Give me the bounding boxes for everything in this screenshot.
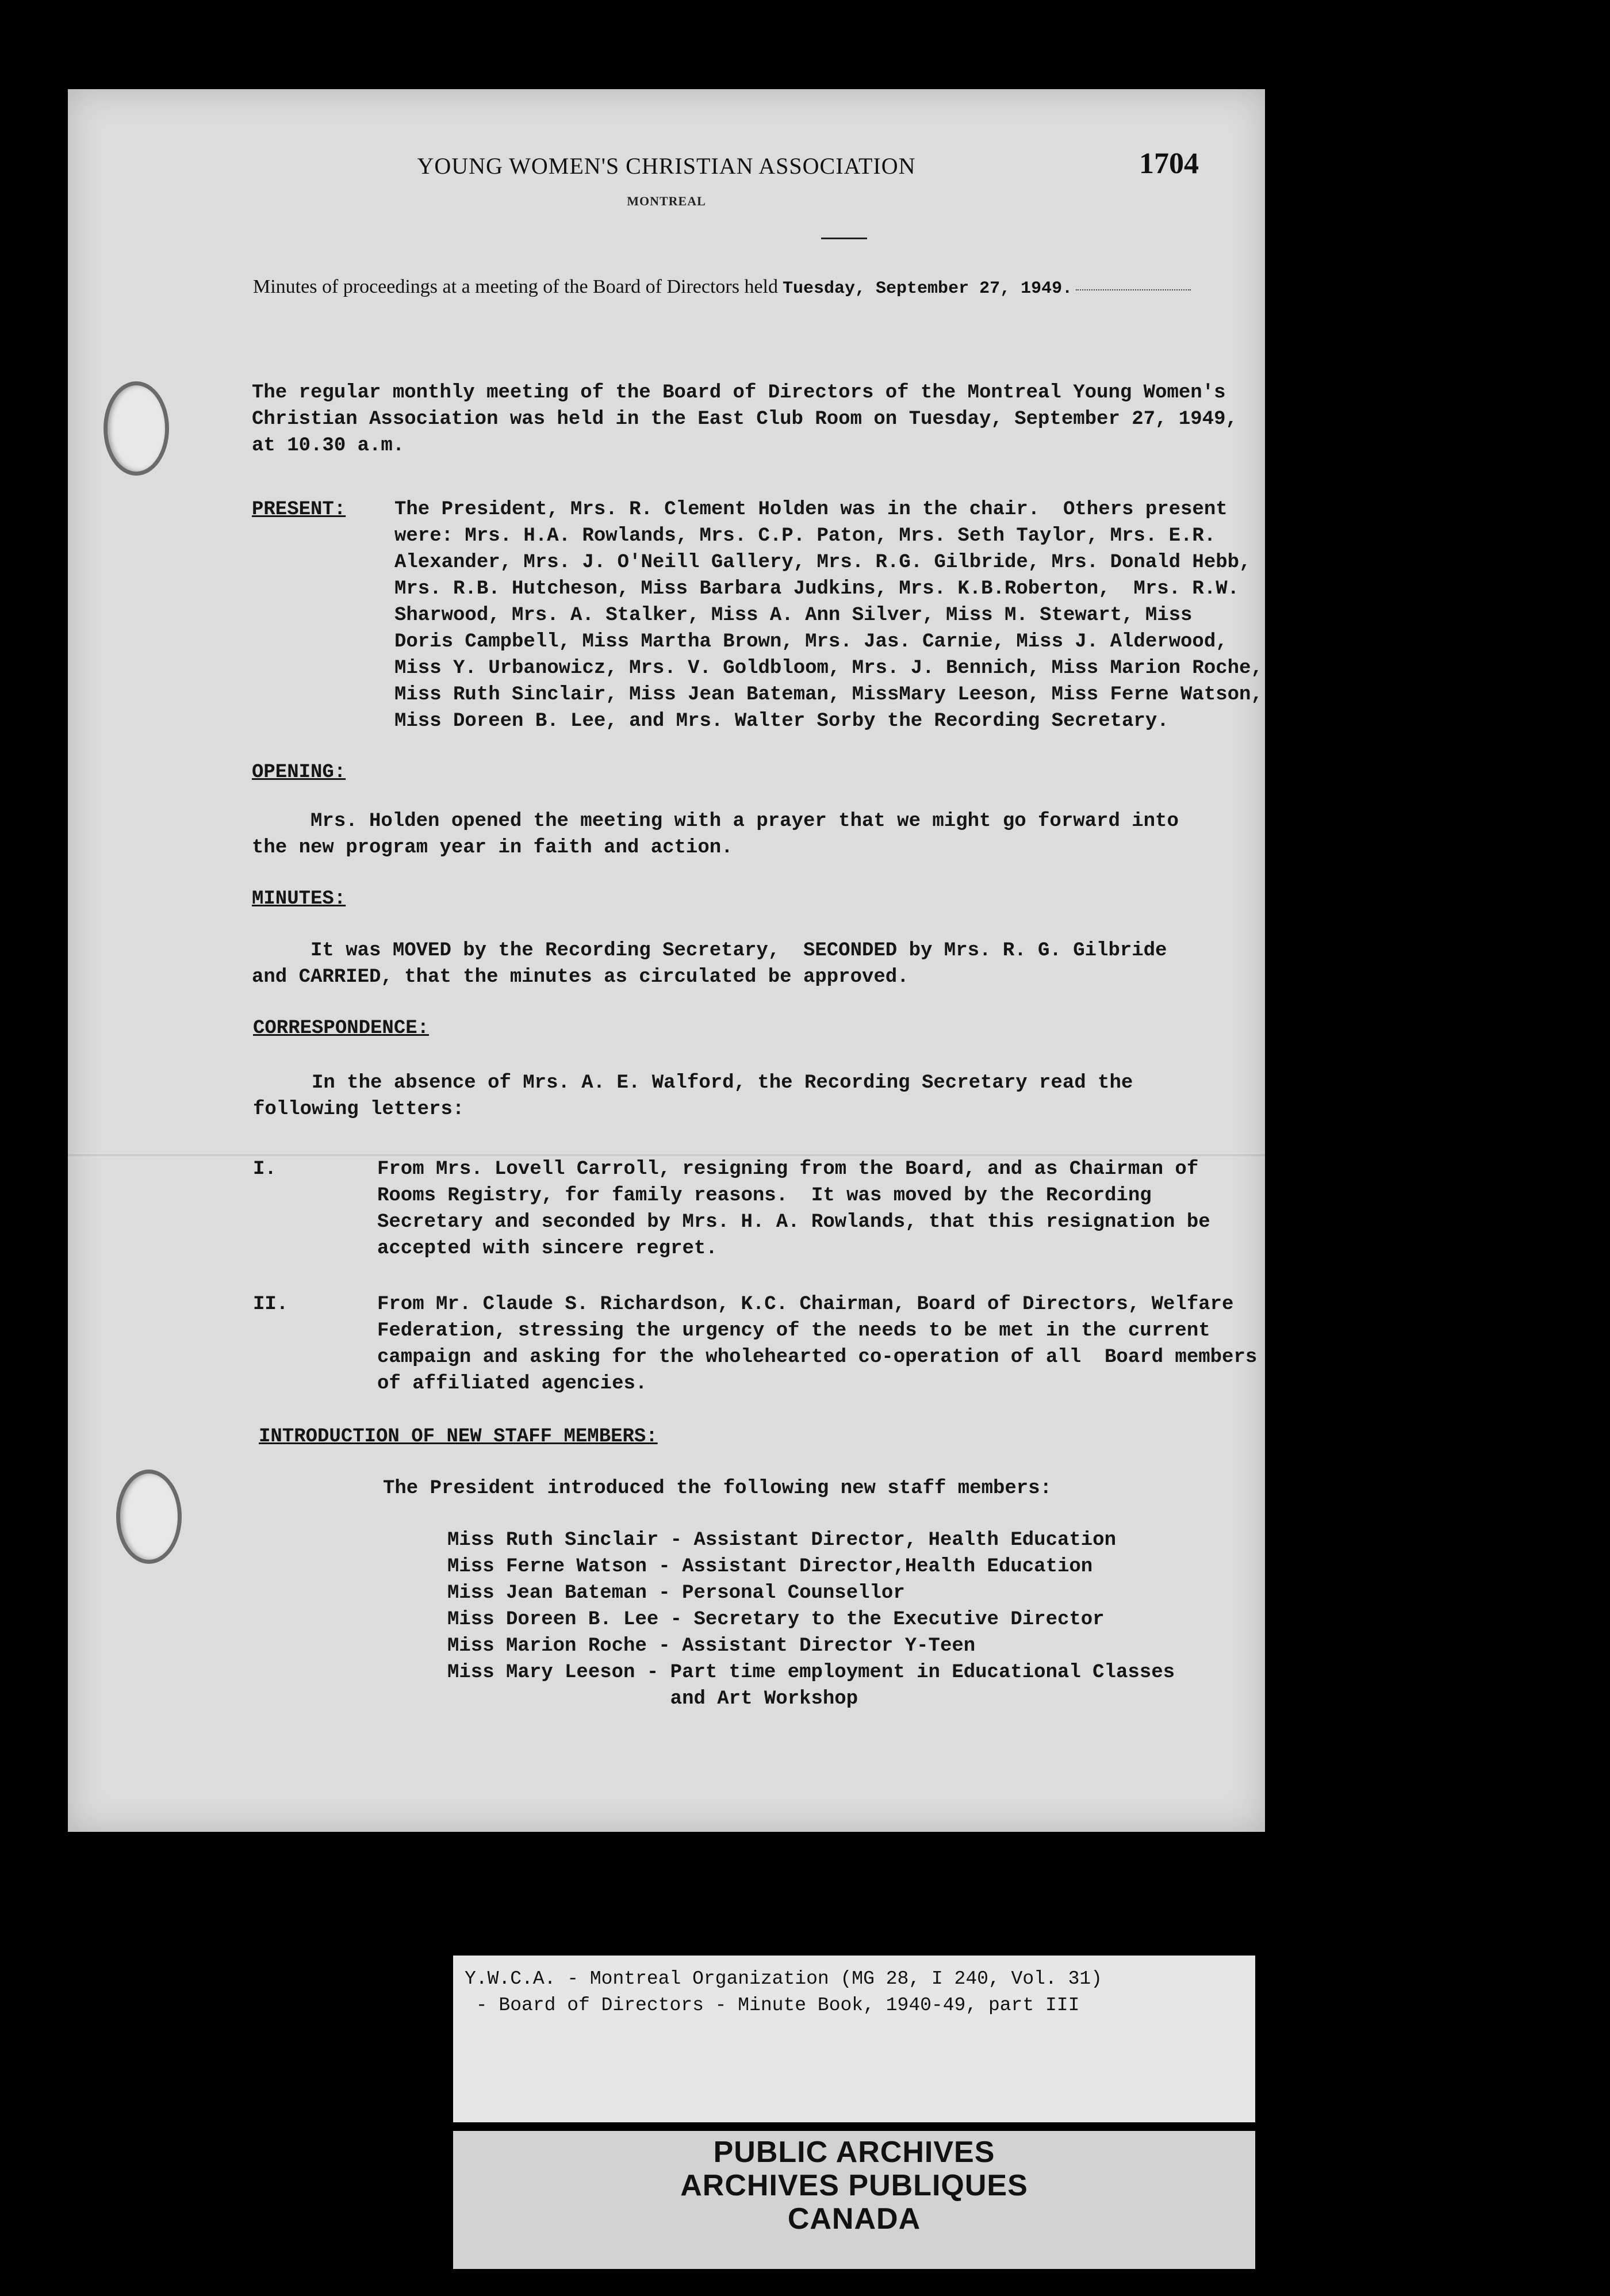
stamp-line-1: PUBLIC ARCHIVES	[713, 2136, 995, 2169]
stamp-line-3: CANADA	[787, 2202, 921, 2236]
present-paragraph: The President, Mrs. R. Clement Holden was in the chair. Others present were: Mrs. H.A. Rowlands, Mrs. C.P. Paton, Mrs. Seth Taylor, Mrs. E.R. Alexander, Mrs. J. O'Neill Gallery, Mrs. R.G. Gilbride, Mrs. Donald Hebb, Mrs. R.B. Hutcheson, Miss Barbara Judkins, Mrs. K.B.Roberton, Mrs. R.W. Sharwood, Mrs. A. Stalker, Miss A. Ann Silver, Miss M. Stewart, Miss Doris Campbell, Miss Martha Brown, Mrs. Jas. Carnie, Miss J. Alderwood, Miss Y. Urbanowicz, Mrs. V. Goldbloom, Mrs. J. Bennich, Miss Marion Roche, Miss Ruth Sinclair, Miss Jean Bateman, MissMary Leeson, Miss Ferne Watson, Miss Doreen B. Lee, and Mrs. Walter Sorby the Recording Secretary.	[394, 499, 1263, 732]
stamp-line-2: ARCHIVES PUBLIQUES	[680, 2169, 1028, 2202]
opening-label: OPENING:	[252, 761, 346, 783]
header-rule	[821, 238, 867, 239]
opening-paragraph: Mrs. Holden opened the meeting with a prayer that we might go forward into the new program year in faith and action.	[252, 810, 1179, 859]
city-name: MONTREAL	[627, 194, 706, 208]
intro-paragraph: The regular monthly meeting of the Board of Directors of the Montreal Young Women's Christian Association was held in the East Club Room on Tuesday, September 27, 1949, at 10.30 a.m.	[252, 382, 1237, 457]
archive-reference-text: Y.W.C.A. - Montreal Organization (MG 28, I 240, Vol. 31) - Board of Directors - Minute Book, 1940-49, part III	[465, 1968, 1102, 2016]
minutes-label: MINUTES:	[252, 888, 346, 910]
letter-1-number: I.	[253, 1158, 277, 1180]
staff-list: Miss Ruth Sinclair - Assistant Director, Health Education Miss Ferne Watson - Assistant Director,Health Education Miss Jean Bateman - Personal Counsellor Miss Doreen B. Lee - Secretary to the Executive Director Miss Marion Roche - Assistant Director Y-Teen Miss Mary Leeson - Part time employment in Educational Classes and Art Workshop	[447, 1529, 1175, 1710]
letter-1-text: From Mrs. Lovell Carroll, resigning from the Board, and as Chairman of Rooms Registry, for family reasons. It was moved by the Recording Secretary and seconded by Mrs. H. A. Rowlands, that this resignation be accepted with sincere regret.	[377, 1158, 1210, 1260]
organization-name: YOUNG WOMEN'S CHRISTIAN ASSOCIATION	[417, 153, 916, 179]
binder-hole-bottom	[116, 1470, 182, 1564]
minutes-paragraph: It was MOVED by the Recording Secretary, SECONDED by Mrs. R. G. Gilbride and CARRIED, that the minutes as circulated be approved.	[252, 940, 1167, 988]
dotted-line	[1076, 289, 1191, 290]
correspondence-paragraph: In the absence of Mrs. A. E. Walford, the Recording Secretary read the following letters:	[253, 1072, 1133, 1120]
minutes-heading	[253, 276, 1208, 299]
archive-stamp	[453, 2131, 1255, 2269]
binder-hole-top	[103, 381, 169, 476]
letter-2-number: II.	[253, 1294, 289, 1315]
archive-reference-label	[453, 1956, 1255, 2122]
staff-intro: The President introduced the following new staff members:	[383, 1478, 1052, 1499]
present-label: PRESENT:	[252, 499, 346, 521]
staff-label: INTRODUCTION OF NEW STAFF MEMBERS:	[259, 1426, 658, 1448]
meeting-date: Tuesday, September 27, 1949.	[783, 279, 1073, 299]
correspondence-label: CORRESPONDENCE:	[253, 1017, 430, 1039]
document-page	[68, 89, 1265, 1832]
minutes-heading-label: Minutes of proceedings at a meeting of the Board of Directors held	[253, 276, 779, 297]
letter-2-text: From Mr. Claude S. Richardson, K.C. Chairman, Board of Directors, Welfare Federation, stressing the urgency of the needs to be met in the current campaign and asking for the wholehearted co-operation of all Board members of affiliated agencies.	[377, 1294, 1258, 1395]
archive-stamp-text	[453, 2136, 1255, 2236]
page-number: 1704	[1139, 147, 1199, 180]
